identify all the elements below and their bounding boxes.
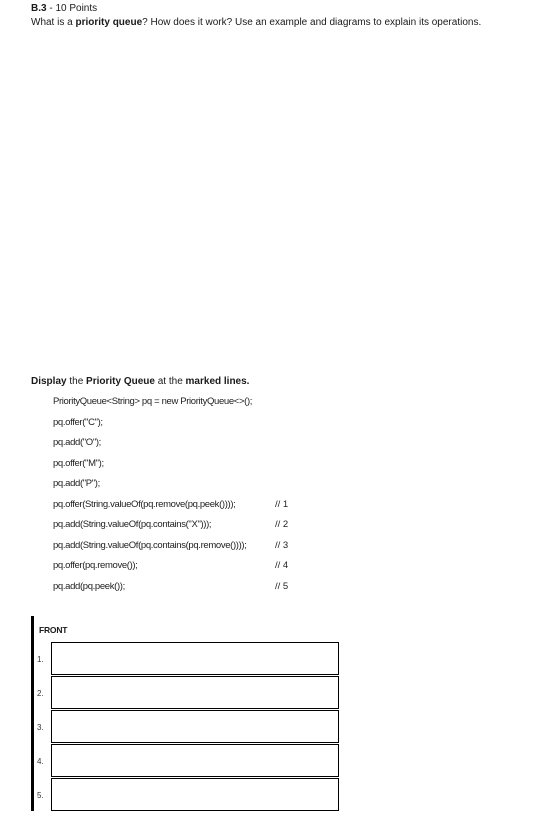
question-text	[31, 16, 481, 29]
code-text: PriorityQueue<String> pq = new PriorityQueue<>();	[53, 396, 253, 407]
row-number: 5.	[37, 791, 44, 800]
code-line	[53, 580, 313, 601]
code-line	[53, 498, 313, 519]
code-text: pq.offer(pq.remove());	[53, 560, 138, 571]
answer-box-4[interactable]	[51, 744, 339, 777]
question-term: priority queue	[75, 17, 143, 28]
code-text: pq.add(String.valueOf(pq.contains("X")));	[53, 519, 212, 530]
question-suffix: ? How does it work? Use an example and diagrams to explain its operations.	[142, 17, 482, 28]
section-number: B.3	[31, 3, 47, 14]
display-word-5: marked lines.	[185, 376, 250, 387]
marker-comment-5: // 5	[275, 580, 289, 592]
code-block	[53, 395, 313, 600]
code-text: pq.add(pq.peek());	[53, 580, 125, 592]
display-word-4: at the	[154, 376, 186, 387]
row-number: 2.	[37, 689, 44, 698]
answer-row	[34, 710, 341, 744]
front-label: FRONT	[39, 625, 68, 635]
answer-row	[34, 642, 341, 676]
code-line	[53, 416, 313, 437]
code-line	[53, 539, 313, 560]
code-line	[53, 477, 313, 498]
code-text: pq.offer(String.valueOf(pq.remove(pq.peek())));	[53, 498, 236, 510]
marker-comment-4: // 4	[275, 560, 289, 571]
code-text: pq.offer("M");	[53, 457, 104, 469]
code-line	[53, 457, 313, 478]
answer-box-3[interactable]	[51, 710, 339, 743]
row-number: 3.	[37, 723, 44, 732]
points-label: - 10 Points	[46, 3, 98, 14]
question-heading	[31, 2, 97, 15]
display-instruction	[31, 375, 249, 388]
answer-box-2[interactable]	[51, 676, 339, 709]
answer-row	[34, 744, 341, 778]
code-line	[53, 518, 313, 539]
marker-comment-2: // 2	[275, 519, 289, 530]
answer-box-5[interactable]	[51, 778, 339, 811]
code-text: pq.add("P");	[53, 478, 100, 489]
answer-box-1[interactable]	[51, 642, 339, 675]
marker-comment-3: // 3	[275, 539, 289, 551]
code-text: pq.add(String.valueOf(pq.contains(pq.remove())));	[53, 539, 247, 551]
answer-row	[34, 676, 341, 710]
display-word-2: the	[66, 376, 87, 387]
code-line	[53, 395, 313, 416]
row-number: 4.	[37, 757, 44, 766]
display-word-3: Priority Queue	[86, 376, 155, 387]
code-text: pq.add("O");	[53, 437, 101, 448]
display-word-1: Display	[31, 376, 67, 387]
code-line	[53, 436, 313, 457]
code-line	[53, 559, 313, 580]
question-prefix: What is a	[31, 17, 76, 28]
row-number: 1.	[37, 655, 44, 664]
answer-row	[34, 778, 341, 812]
marker-comment-1: // 1	[275, 498, 289, 510]
code-text: pq.offer("C");	[53, 416, 103, 428]
